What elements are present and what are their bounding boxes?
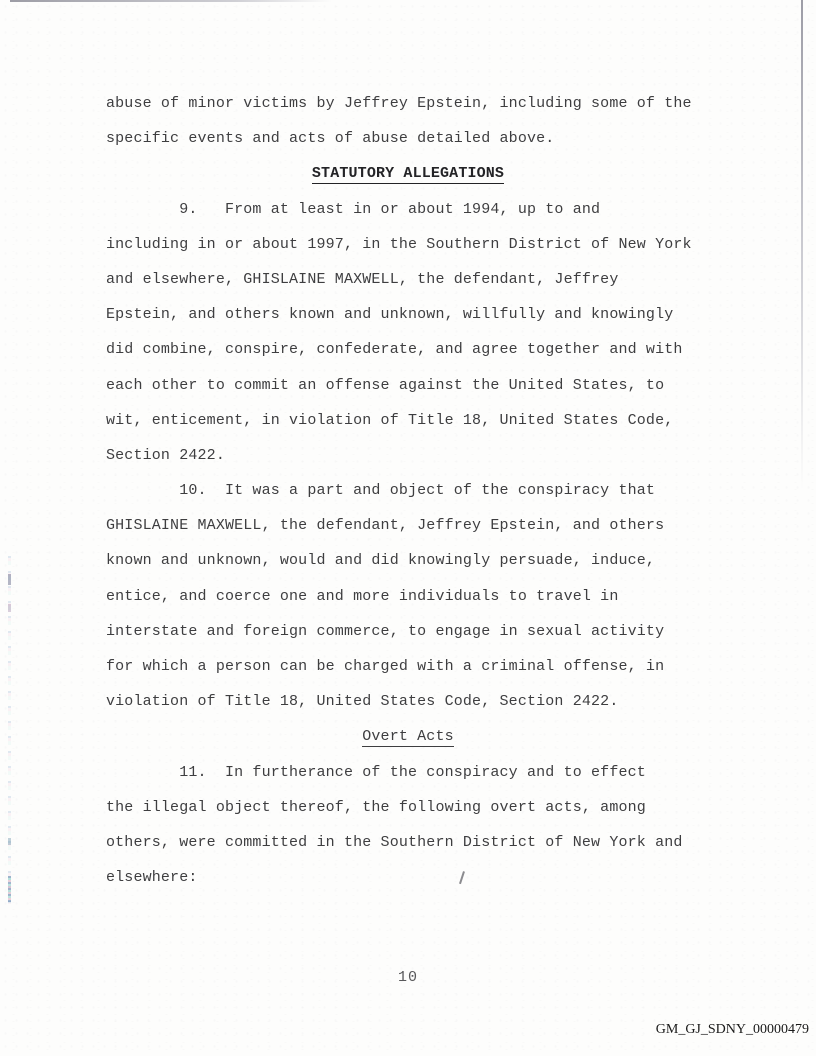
document-line: wit, enticement, in violation of Title 18, United States Code, xyxy=(106,411,674,429)
document-line: 10. It was a part and object of the conspiracy that xyxy=(106,482,656,500)
document-line: 9. From at least in or about 1994, up to and xyxy=(106,200,601,218)
document-line: the illegal object thereof, the following overt acts, among xyxy=(106,798,646,816)
document-body xyxy=(106,86,700,895)
scan-artifact-left-edge-dash xyxy=(8,604,11,612)
document-line: violation of Title 18, United States Code, Section 2422. xyxy=(106,693,619,711)
page-number: 10 xyxy=(397,969,418,986)
section-heading xyxy=(111,156,705,191)
document-line: GHISLAINE MAXWELL, the defendant, Jeffrey Epstein, and others xyxy=(106,517,665,535)
document-line: for which a person can be charged with a criminal offense, in xyxy=(106,658,665,675)
document-line: specific events and acts of abuse detailed above. xyxy=(106,130,555,148)
scan-artifact-left-edge-stripe xyxy=(8,556,11,904)
scan-artifact-top-edge-line xyxy=(10,0,332,2)
document-line: did combine, conspire, confederate, and agree together and with xyxy=(106,341,683,359)
document-line: entice, and coerce one and more individuals to travel in xyxy=(106,587,619,605)
scan-artifact-left-edge-dash xyxy=(8,574,11,585)
section-heading-text: Overt Acts xyxy=(362,728,454,746)
section-heading xyxy=(111,719,705,754)
document-line: others, were committed in the Southern District of New York and xyxy=(106,833,683,851)
scan-artifact-right-edge-line xyxy=(801,0,803,490)
document-line: known and unknown, would and did knowingly persuade, induce, xyxy=(106,552,656,570)
document-line: elsewhere: xyxy=(106,869,198,887)
document-line: Epstein, and others known and unknown, willfully and knowingly xyxy=(106,306,674,324)
document-line: and elsewhere, GHISLAINE MAXWELL, the defendant, Jeffrey xyxy=(106,270,619,288)
scan-artifact-left-edge-dash xyxy=(8,876,11,902)
document-line: interstate and foreign commerce, to engage in sexual activity xyxy=(106,622,665,640)
document-line: 11. In furtherance of the conspiracy and to effect xyxy=(106,763,646,781)
bates-number: GM_GJ_SDNY_00000479 xyxy=(655,1022,809,1037)
document-line: each other to commit an offense against the United States, to xyxy=(106,376,665,394)
document-line: abuse of minor victims by Jeffrey Epstein, including some of the xyxy=(106,95,692,112)
document-line: Section 2422. xyxy=(106,446,225,464)
document-line: including in or about 1997, in the Southern District of New York xyxy=(106,235,692,253)
scan-artifact-left-edge-dash xyxy=(8,838,11,845)
section-heading-text: STATUTORY ALLEGATIONS xyxy=(311,165,505,183)
